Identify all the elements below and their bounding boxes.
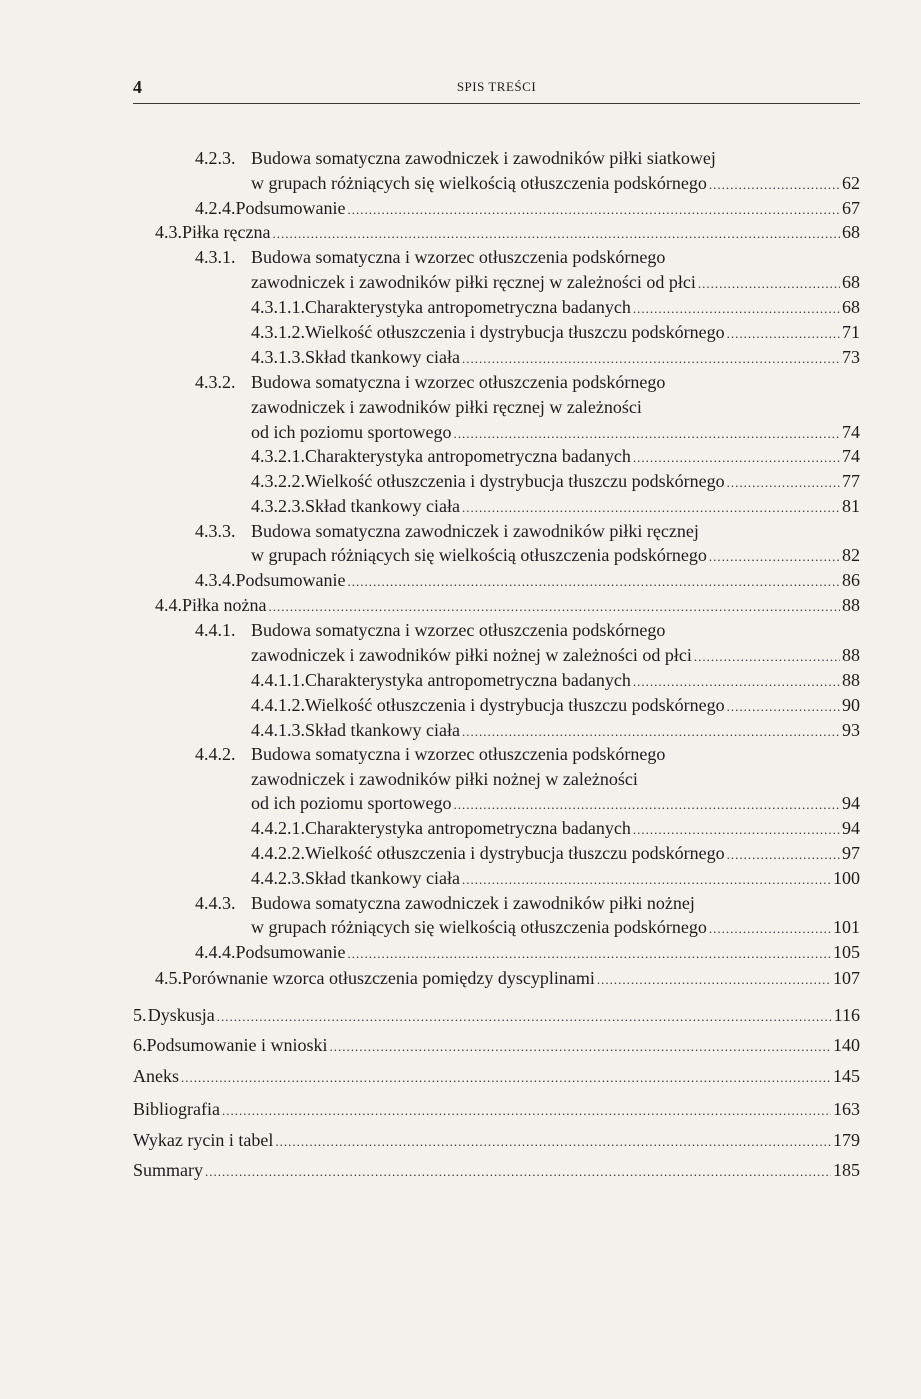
toc-entry-number: 4.4.1. bbox=[195, 620, 236, 640]
toc-entry-number: 4.5. bbox=[155, 968, 182, 988]
toc-entry-page: 97 bbox=[842, 843, 860, 863]
toc-entry-number: 4.4.2.1. bbox=[251, 818, 305, 838]
dot-leader bbox=[268, 594, 840, 619]
toc-entry-number: 4.3.2. bbox=[195, 372, 236, 392]
dot-leader bbox=[727, 694, 840, 719]
dot-leader bbox=[633, 445, 840, 470]
toc-entry-number: 4.4.2. bbox=[195, 744, 236, 764]
toc-entry bbox=[155, 593, 860, 618]
dot-leader bbox=[709, 916, 831, 941]
toc-entry bbox=[155, 220, 860, 245]
toc-entry bbox=[195, 618, 860, 643]
toc-entry-title: Podsumowanie bbox=[235, 198, 346, 218]
toc-entry-page: 88 bbox=[842, 645, 860, 665]
toc-entry-number: 4.3.1.1. bbox=[251, 297, 305, 317]
dot-leader bbox=[709, 172, 840, 197]
toc-entry-page: 105 bbox=[833, 942, 860, 962]
toc-entry-title: Budowa somatyczna zawodniczek i zawodników piłki siatkowej bbox=[251, 148, 716, 168]
toc-entry-number: 4.3.1.2. bbox=[251, 322, 305, 342]
running-title: SPIS TREŚCI bbox=[456, 79, 537, 94]
toc-entry-number: 4.3.3. bbox=[195, 521, 236, 541]
toc-entry-page: 100 bbox=[833, 868, 860, 888]
toc-entry-number: 4.4.3. bbox=[195, 893, 236, 913]
toc-entry-title: Budowa somatyczna zawodniczek i zawodników piłki nożnej bbox=[251, 893, 695, 913]
toc-entry bbox=[195, 146, 860, 171]
toc-entry bbox=[251, 395, 860, 420]
toc-entry bbox=[251, 295, 860, 320]
toc-entry-title: w grupach różniących się wielkością otłuszczenia podskórnego bbox=[251, 917, 707, 937]
toc-entry bbox=[251, 767, 860, 792]
toc-entry bbox=[251, 668, 860, 693]
toc-entry-number: 4.3.1.3. bbox=[251, 347, 305, 367]
toc-entry bbox=[251, 816, 860, 841]
toc-entry bbox=[251, 270, 860, 295]
toc-entry-page: 145 bbox=[833, 1066, 860, 1086]
toc-entry-title: Budowa somatyczna i wzorzec otłuszczenia podskórnego bbox=[251, 744, 666, 764]
dot-leader bbox=[694, 644, 840, 669]
toc-entry-title: Budowa somatyczna i wzorzec otłuszczenia podskórnego bbox=[251, 247, 666, 267]
toc-entry bbox=[251, 791, 860, 816]
toc-entry-page: 163 bbox=[833, 1099, 860, 1119]
toc-entry-page: 77 bbox=[842, 471, 860, 491]
toc-entry bbox=[251, 171, 860, 196]
toc-entry-page: 62 bbox=[842, 173, 860, 193]
header-rule bbox=[133, 103, 860, 104]
dot-leader bbox=[272, 221, 840, 246]
toc-entry-number: 4.4.2.3. bbox=[251, 868, 305, 888]
toc-entry-page: 179 bbox=[833, 1130, 860, 1150]
page-header bbox=[133, 77, 860, 103]
toc-entry-page: 93 bbox=[842, 720, 860, 740]
toc-entry-title: zawodniczek i zawodników piłki ręcznej w zależności od płci bbox=[251, 272, 696, 292]
toc-entry-page: 68 bbox=[842, 272, 860, 292]
dot-leader bbox=[217, 1004, 832, 1029]
toc-entry-page: 88 bbox=[842, 595, 860, 615]
toc-entry-title: Charakterystyka antropometryczna badanych bbox=[305, 446, 631, 466]
toc-entry bbox=[251, 469, 860, 494]
toc-entry-title: zawodniczek i zawodników piłki nożnej w zależności od płci bbox=[251, 645, 692, 665]
toc-entry-title: Piłka ręczna bbox=[182, 222, 271, 242]
toc-entry-number: 6. bbox=[133, 1035, 147, 1055]
toc-entry-number: 4.2.3. bbox=[195, 148, 236, 168]
toc-entry-title: Charakterystyka antropometryczna badanych bbox=[305, 297, 631, 317]
toc-entry-page: 73 bbox=[842, 347, 860, 367]
toc-entry bbox=[251, 494, 860, 519]
toc-entry bbox=[195, 891, 860, 916]
toc-entry-page: 94 bbox=[842, 818, 860, 838]
toc-entry bbox=[251, 345, 860, 370]
toc-entry bbox=[251, 543, 860, 568]
toc-entry-title: Wielkość otłuszczenia i dystrybucja tłuszczu podskórnego bbox=[305, 695, 725, 715]
dot-leader bbox=[453, 792, 840, 817]
toc-entry-title: Piłka nożna bbox=[182, 595, 267, 615]
toc-entry bbox=[251, 320, 860, 345]
toc-entry-title: Skład tkankowy ciała bbox=[305, 496, 460, 516]
toc-entry-number: 5. bbox=[133, 1005, 147, 1025]
toc-entry bbox=[251, 420, 860, 445]
dot-leader bbox=[633, 669, 840, 694]
toc-entry bbox=[195, 742, 860, 767]
toc-entry-number: 4.3.2.3. bbox=[251, 496, 305, 516]
dot-leader bbox=[727, 470, 840, 495]
dot-leader bbox=[727, 842, 840, 867]
toc-entry-title: od ich poziomu sportowego bbox=[251, 422, 452, 442]
dot-leader bbox=[222, 1098, 831, 1123]
toc-entry-number: 4.4. bbox=[155, 595, 182, 615]
dot-leader bbox=[348, 569, 841, 594]
toc-entry bbox=[195, 370, 860, 395]
toc-entry-title: zawodniczek i zawodników piłki ręcznej w zależności bbox=[251, 397, 642, 417]
dot-leader bbox=[698, 271, 840, 296]
toc-entry-page: 90 bbox=[842, 695, 860, 715]
toc-entry bbox=[133, 1064, 860, 1089]
toc-entry bbox=[133, 1097, 860, 1122]
toc-entry-page: 107 bbox=[833, 968, 860, 988]
toc-entry-title: Charakterystyka antropometryczna badanych bbox=[305, 818, 631, 838]
toc-entry-page: 74 bbox=[842, 422, 860, 442]
dot-leader bbox=[205, 1159, 831, 1184]
toc-entry-number: 4.4.1.1. bbox=[251, 670, 305, 690]
dot-leader bbox=[348, 941, 832, 966]
toc-entry-title: Budowa somatyczna zawodniczek i zawodników piłki ręcznej bbox=[251, 521, 699, 541]
toc-entry-title: Summary bbox=[133, 1160, 203, 1180]
toc-entry bbox=[251, 915, 860, 940]
toc-entry bbox=[133, 1033, 860, 1058]
toc-entry-number: 4.3.2.1. bbox=[251, 446, 305, 466]
dot-leader bbox=[275, 1129, 831, 1154]
dot-leader bbox=[633, 817, 840, 842]
dot-leader bbox=[462, 346, 840, 371]
toc-entry-page: 68 bbox=[842, 297, 860, 317]
toc-entry-page: 71 bbox=[842, 322, 860, 342]
toc-entry bbox=[251, 444, 860, 469]
toc-entry-number: 4.4.1.3. bbox=[251, 720, 305, 740]
toc-entry bbox=[133, 1158, 860, 1183]
toc-entry-page: 68 bbox=[842, 222, 860, 242]
toc-entry-page: 140 bbox=[833, 1035, 860, 1055]
dot-leader bbox=[181, 1065, 831, 1090]
toc-entry-title: Wielkość otłuszczenia i dystrybucja tłuszczu podskórnego bbox=[305, 471, 725, 491]
toc-entry-page: 116 bbox=[833, 1005, 860, 1025]
dot-leader bbox=[597, 967, 831, 992]
toc-entry bbox=[195, 568, 860, 593]
toc-entry-title: Porównanie wzorca otłuszczenia pomiędzy dyscyplinami bbox=[182, 968, 595, 988]
toc-entry bbox=[251, 841, 860, 866]
toc-entry bbox=[195, 519, 860, 544]
dot-leader bbox=[348, 197, 841, 222]
page-number: 4 bbox=[133, 77, 142, 97]
dot-leader bbox=[709, 544, 840, 569]
toc-entry-title: Podsumowanie i wnioski bbox=[146, 1035, 328, 1055]
toc-entry bbox=[133, 1128, 860, 1153]
toc-entry bbox=[195, 940, 860, 965]
toc-entry-page: 82 bbox=[842, 545, 860, 565]
toc-entry-title: Wielkość otłuszczenia i dystrybucja tłuszczu podskórnego bbox=[305, 843, 725, 863]
toc-entry-title: Skład tkankowy ciała bbox=[305, 347, 460, 367]
toc-entry-title: Podsumowanie bbox=[235, 570, 346, 590]
dot-leader bbox=[462, 719, 840, 744]
toc-entry-number: 4.3.1. bbox=[195, 247, 236, 267]
toc-entry-title: Dyskusja bbox=[147, 1005, 215, 1025]
toc-entry bbox=[251, 718, 860, 743]
toc-entry-title: Skład tkankowy ciała bbox=[305, 720, 460, 740]
toc-entry-title: Wykaz rycin i tabel bbox=[133, 1130, 274, 1150]
toc-entry-title: Skład tkankowy ciała bbox=[305, 868, 460, 888]
dot-leader bbox=[330, 1034, 831, 1059]
dot-leader bbox=[453, 421, 840, 446]
dot-leader bbox=[462, 867, 831, 892]
toc-entry-title: Budowa somatyczna i wzorzec otłuszczenia podskórnego bbox=[251, 372, 666, 392]
toc-entry bbox=[251, 643, 860, 668]
toc-entry-number: 4.3.4. bbox=[195, 570, 236, 590]
toc-entry-title: Bibliografia bbox=[133, 1099, 220, 1119]
toc-entry-title: Podsumowanie bbox=[235, 942, 346, 962]
toc-entry bbox=[133, 1003, 860, 1028]
toc-entry-page: 74 bbox=[842, 446, 860, 466]
toc-entry-number: 4.4.4. bbox=[195, 942, 236, 962]
toc-entry bbox=[251, 866, 860, 891]
toc-entry-title: w grupach różniących się wielkością otłuszczenia podskórnego bbox=[251, 545, 707, 565]
toc-entry-title: w grupach różniących się wielkością otłuszczenia podskórnego bbox=[251, 173, 707, 193]
toc-entry-number: 4.3. bbox=[155, 222, 182, 242]
toc-entry bbox=[195, 196, 860, 221]
toc-entry-page: 67 bbox=[842, 198, 860, 218]
toc-entry-number: 4.2.4. bbox=[195, 198, 236, 218]
toc-entry-page: 101 bbox=[833, 917, 860, 937]
toc-entry-page: 88 bbox=[842, 670, 860, 690]
toc-entry-title: od ich poziomu sportowego bbox=[251, 793, 452, 813]
toc-entry-title: Aneks bbox=[133, 1066, 179, 1086]
toc-entry-page: 81 bbox=[842, 496, 860, 516]
toc-entry bbox=[195, 245, 860, 270]
toc-entry bbox=[155, 966, 860, 991]
toc-entry bbox=[251, 693, 860, 718]
toc-entry-title: zawodniczek i zawodników piłki nożnej w zależności bbox=[251, 769, 638, 789]
toc-entry-page: 185 bbox=[833, 1160, 860, 1180]
toc-entry-number: 4.3.2.2. bbox=[251, 471, 305, 491]
toc-entry-title: Budowa somatyczna i wzorzec otłuszczenia podskórnego bbox=[251, 620, 666, 640]
toc-entry-number: 4.4.2.2. bbox=[251, 843, 305, 863]
dot-leader bbox=[462, 495, 840, 520]
toc-entry-title: Charakterystyka antropometryczna badanych bbox=[305, 670, 631, 690]
toc-entry-title: Wielkość otłuszczenia i dystrybucja tłuszczu podskórnego bbox=[305, 322, 725, 342]
dot-leader bbox=[727, 321, 840, 346]
toc-entry-number: 4.4.1.2. bbox=[251, 695, 305, 715]
toc-entry-page: 86 bbox=[842, 570, 860, 590]
dot-leader bbox=[633, 296, 840, 321]
toc-entry-page: 94 bbox=[842, 793, 860, 813]
